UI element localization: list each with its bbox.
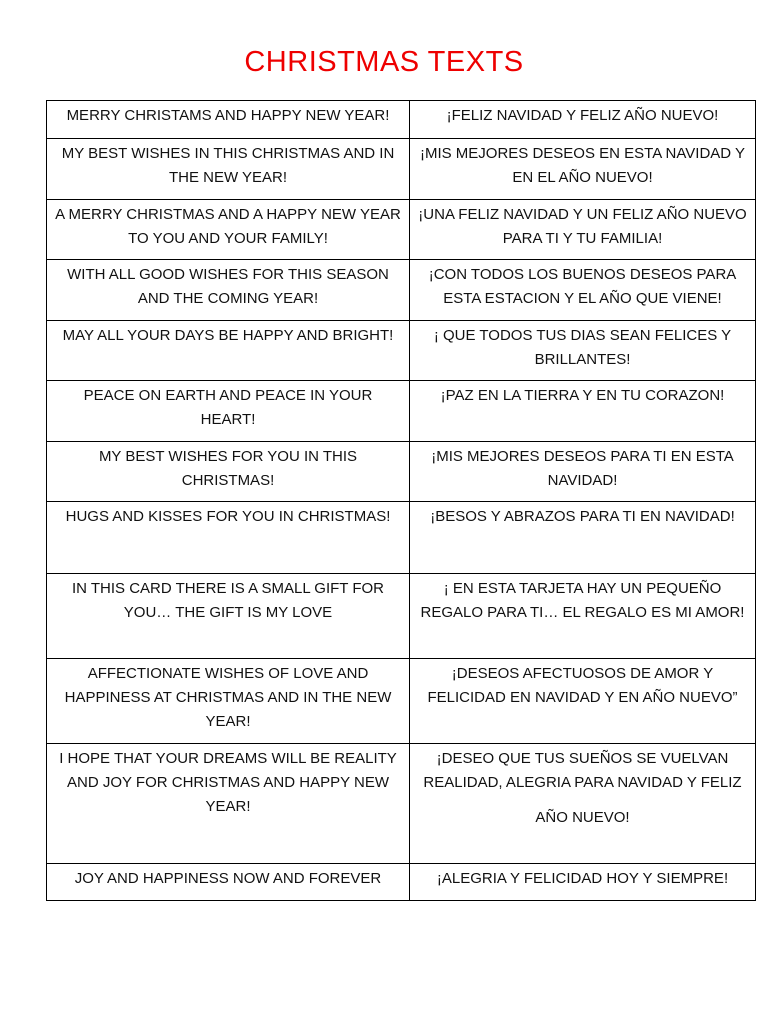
english-cell: WITH ALL GOOD WISHES FOR THIS SEASON AND THE COMING YEAR! (47, 260, 410, 321)
table-row (47, 659, 756, 744)
page-title: CHRISTMAS TEXTS (244, 46, 524, 78)
english-cell: A MERRY CHRISTMAS AND A HAPPY NEW YEAR TO YOU AND YOUR FAMILY! (47, 200, 410, 260)
translations-table (46, 100, 756, 901)
spanish-cell: ¡FELIZ NAVIDAD Y FELIZ AÑO NUEVO! (410, 101, 756, 139)
english-cell: AFFECTIONATE WISHES OF LOVE AND HAPPINESS AT CHRISTMAS AND IN THE NEW YEAR! (47, 659, 410, 744)
table-row (47, 381, 756, 442)
spanish-cell: ¡BESOS Y ABRAZOS PARA TI EN NAVIDAD! (410, 502, 756, 574)
spanish-cell: ¡ALEGRIA Y FELICIDAD HOY Y SIEMPRE! (410, 864, 756, 901)
english-cell: PEACE ON EARTH AND PEACE IN YOUR HEART! (47, 381, 410, 442)
table-row (47, 260, 756, 321)
table-row (47, 864, 756, 901)
spanish-text: ¡DESEO QUE TUS SUEÑOS SE VUELVAN REALIDAD, ALEGRIA PARA NAVIDAD Y FELIZ (423, 750, 742, 791)
spanish-cell: ¡DESEOS AFECTUOSOS DE AMOR Y FELICIDAD EN NAVIDAD Y EN AÑO NUEVO” (410, 659, 756, 744)
table-row (47, 139, 756, 200)
table-row (47, 574, 756, 659)
spanish-cell: ¡PAZ EN LA TIERRA Y EN TU CORAZON! (410, 381, 756, 442)
english-cell: HUGS AND KISSES FOR YOU IN CHRISTMAS! (47, 502, 410, 574)
table-row (47, 442, 756, 502)
english-cell: MERRY CHRISTAMS AND HAPPY NEW YEAR! (47, 101, 410, 139)
english-cell: IN THIS CARD THERE IS A SMALL GIFT FOR YOU… THE GIFT IS MY LOVE (47, 574, 410, 659)
english-cell: I HOPE THAT YOUR DREAMS WILL BE REALITY AND JOY FOR CHRISTMAS AND HAPPY NEW YEAR! (47, 744, 410, 864)
spanish-cell: ¡MIS MEJORES DESEOS EN ESTA NAVIDAD Y EN EL AÑO NUEVO! (410, 139, 756, 200)
table-row (47, 101, 756, 139)
english-cell: MY BEST WISHES IN THIS CHRISTMAS AND IN THE NEW YEAR! (47, 139, 410, 200)
table-row (47, 321, 756, 381)
spanish-cell: ¡MIS MEJORES DESEOS PARA TI EN ESTA NAVIDAD! (410, 442, 756, 502)
spanish-cell: ¡ QUE TODOS TUS DIAS SEAN FELICES Y BRILLANTES! (410, 321, 756, 381)
table-row (47, 744, 756, 864)
english-cell: JOY AND HAPPINESS NOW AND FOREVER (47, 864, 410, 901)
spanish-cell: ¡CON TODOS LOS BUENOS DESEOS PARA ESTA ESTACION Y EL AÑO QUE VIENE! (410, 260, 756, 321)
spanish-cell: ¡ EN ESTA TARJETA HAY UN PEQUEÑO REGALO PARA TI… EL REGALO ES MI AMOR! (410, 574, 756, 659)
spanish-text-continued: AÑO NUEVO! (535, 809, 630, 826)
spanish-cell (410, 744, 756, 864)
english-cell: MAY ALL YOUR DAYS BE HAPPY AND BRIGHT! (47, 321, 410, 381)
english-cell: MY BEST WISHES FOR YOU IN THIS CHRISTMAS! (47, 442, 410, 502)
spanish-cell: ¡UNA FELIZ NAVIDAD Y UN FELIZ AÑO NUEVO PARA TI Y TU FAMILIA! (410, 200, 756, 260)
table-row (47, 502, 756, 574)
table-row (47, 200, 756, 260)
